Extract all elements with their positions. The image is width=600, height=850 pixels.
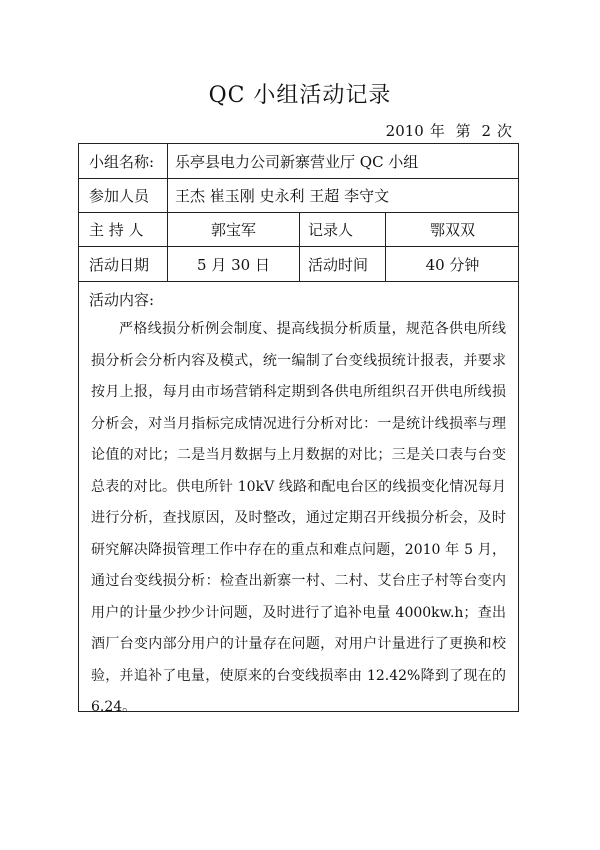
host-label: 主 持 人	[89, 221, 144, 239]
activity-duration-value: 40 分钟	[385, 247, 519, 281]
host-value: 郭宝军	[167, 213, 299, 246]
activity-date-value: 5 月 30 日	[167, 247, 299, 281]
document-title: QC 小组活动记录	[208, 83, 392, 108]
session-number: 2	[481, 122, 491, 140]
session-year: 2010	[385, 122, 424, 140]
participants-value: 王杰 崔玉刚 史永利 王超 李守文	[167, 179, 519, 212]
session-info	[386, 120, 512, 141]
row-group-name	[79, 144, 518, 179]
activity-content-label: 活动内容:	[89, 291, 155, 309]
row-date-duration	[79, 247, 518, 281]
group-name-value: 乐亭县电力公司新寨营业厅 QC 小组	[167, 144, 519, 178]
recorder-label: 记录人	[299, 213, 385, 246]
activity-content-body: 严格线损分析例会制度、提高线损分析质量，规范各供电所线损分析会分析内容及模式，统一编制了台变线损统计报表，并要求按月上报，每月由市场营销科定期到各供电所组织召开供电所线损分析会，对当月指标完成情况进行分析对比：一是统计线损率与理论值的对比；二是当月数据与上月数据的对比；三是关口表与台变总表的对比。供电所针 10kV 线路和配电台区的线损变化情况每月进行分析，查找原因，及时整改，通过定期召开线损分析会，及时研究解决降损管理工作中存在的重点和难点问题，2010 年 5 月，通过台变线损分析：检查出新寨一村、二村、艾台庄子村等台变内用户的计量少抄少计问题，及时进行了追补电量 4000kw.h；查出酒厂台变内部分用户的计量存在问题，对用户计量进行了更换和校验，并追补了电量，使原来的台变线损率由 12.42%降到了现在的 6.24。	[91, 321, 506, 715]
row-participants	[79, 179, 518, 213]
row-host-recorder	[79, 213, 518, 247]
session-suffix: 次	[496, 122, 512, 140]
group-name-label: 小组名称:	[89, 152, 155, 171]
activity-content-section	[79, 281, 518, 715]
participants-label: 参加人员	[89, 187, 150, 205]
record-table	[78, 143, 519, 715]
session-year-unit: 年	[429, 122, 445, 140]
activity-duration-label: 活动时间	[299, 247, 385, 281]
recorder-value: 鄂双双	[385, 213, 519, 246]
session-prefix: 第	[455, 122, 471, 140]
activity-date-label: 活动日期	[89, 255, 150, 274]
